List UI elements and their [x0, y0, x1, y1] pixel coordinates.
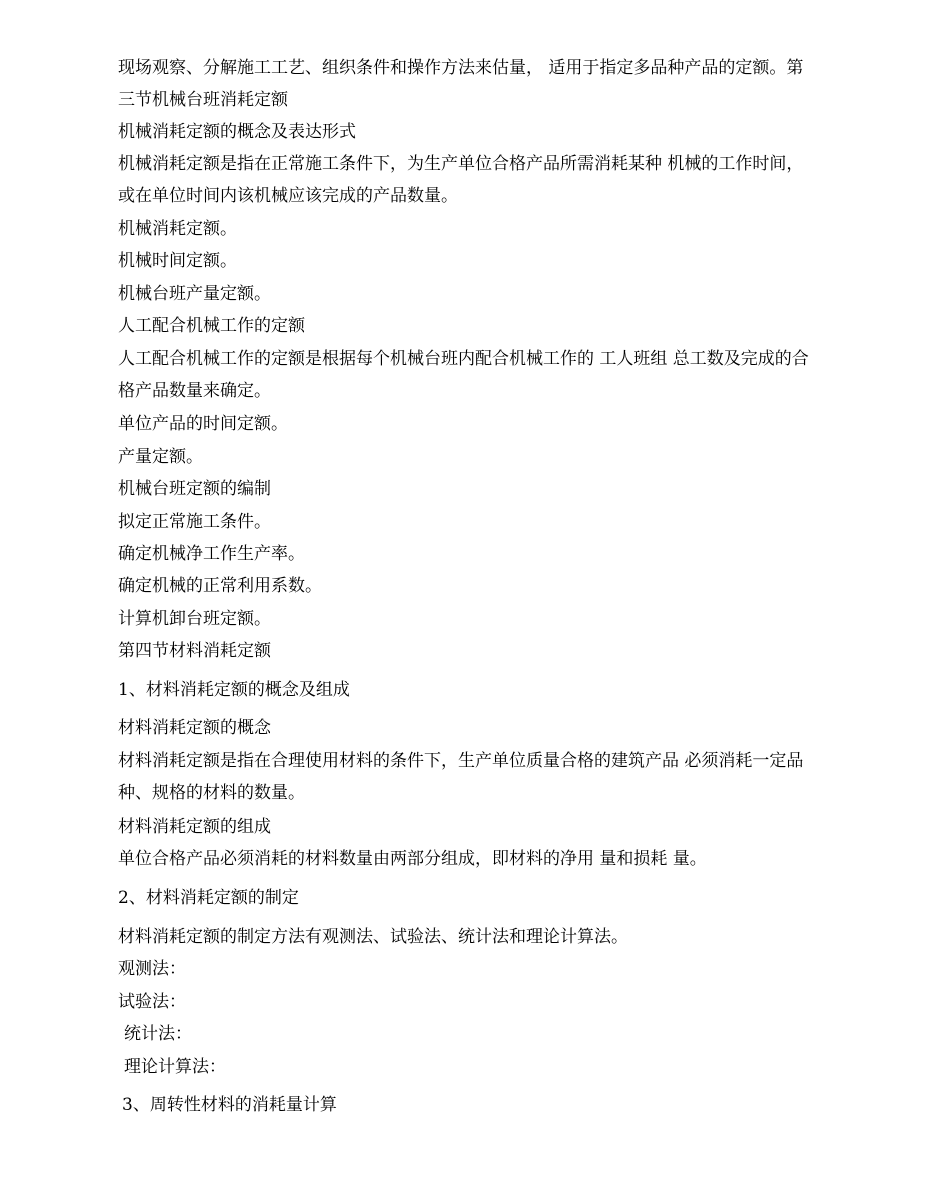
item-theoretical-calculation-method: 理论计算法： [124, 1057, 226, 1077]
item-output-quota: 产量定额。 [118, 447, 203, 467]
item-normal-conditions: 拟定正常施工条件。 [118, 512, 271, 532]
item-machine-output-quota: 机械台班产量定额。 [118, 284, 271, 304]
paragraph-machine-quota-definition: 机械消耗定额是指在正常施工条件下，为生产单位合格产品所需消耗某种 机械的工作时间，或在单位时间内该机械应该完成的产品数量。 [118, 154, 804, 206]
heading-machine-quota-concept: 机械消耗定额的概念及表达形式 [118, 122, 356, 142]
paragraph-material-quota-definition: 材料消耗定额是指在合理使用材料的条件下，生产单位质量合格的建筑产品 必须消耗一定品种、规格的材料的数量。 [118, 751, 804, 803]
heading-material-quota-formulation: 2、材料消耗定额的制定 [118, 888, 299, 908]
subheading-material-quota-composition: 材料消耗定额的组成 [118, 817, 271, 837]
subheading-material-quota-concept: 材料消耗定额的概念 [118, 718, 271, 738]
paragraph-formulation-methods: 材料消耗定额的制定方法有观测法、试验法、统计法和理论计算法。 [118, 927, 628, 947]
heading-quota-compilation: 机械台班定额的编制 [118, 479, 271, 499]
item-machine-quota: 机械消耗定额。 [118, 219, 237, 239]
item-experiment-method: 试验法： [118, 992, 186, 1012]
item-unit-time-quota: 单位产品的时间定额。 [118, 414, 288, 434]
item-utilization-factor: 确定机械的正常利用系数。 [118, 576, 322, 596]
section-title-material-quota: 第四节材料消耗定额 [118, 641, 271, 661]
paragraph-method-continuation: 现场观察、分解施工工艺、组织条件和操作方法来估量， 适用于指定多品种产品的定额。第三节机械台班消耗定额 [118, 58, 804, 110]
item-observation-method: 观测法： [118, 959, 186, 979]
item-statistics-method: 统计法： [124, 1024, 192, 1044]
item-net-productivity: 确定机械净工作生产率。 [118, 544, 305, 564]
item-compute-quota: 计算机卸台班定额。 [118, 609, 271, 629]
item-machine-time-quota: 机械时间定额。 [118, 251, 237, 271]
paragraph-material-quota-composition: 单位合格产品必须消耗的材料数量由两部分组成，即材料的净用 量和损耗 量。 [118, 849, 707, 869]
heading-labor-with-machine: 人工配合机械工作的定额 [118, 316, 305, 336]
paragraph-labor-with-machine-definition: 人工配合机械工作的定额是根据每个机械台班内配合机械工作的 工人班组 总工数及完成的合格产品数量来确定。 [118, 349, 809, 401]
heading-turnover-material-consumption: 3、周转性材料的消耗量计算 [122, 1095, 337, 1115]
heading-material-quota-concept-composition: 1、材料消耗定额的概念及组成 [118, 680, 350, 700]
